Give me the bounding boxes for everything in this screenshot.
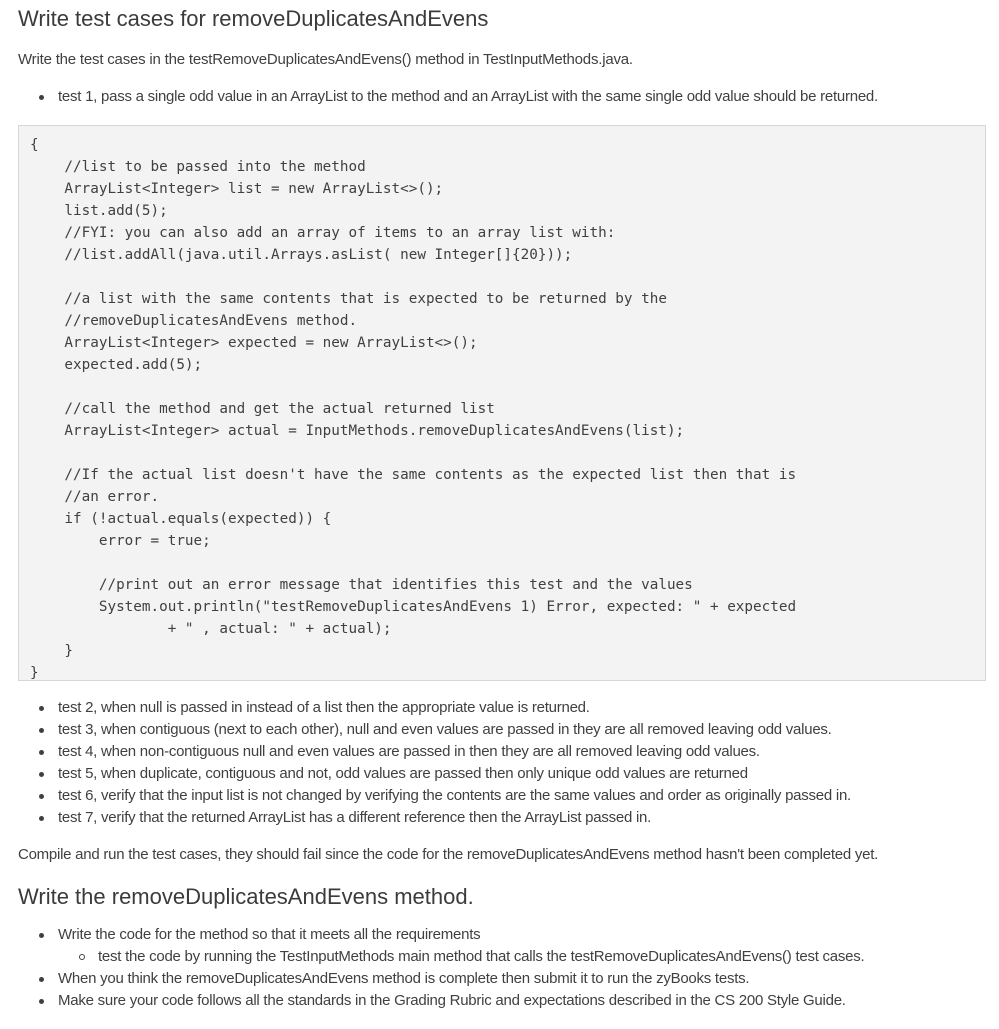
code-block [18, 125, 986, 681]
bullet-test-2: test 2, when null is passed in instead of a list then the appropriate value is returned. [18, 697, 988, 719]
bullet-test-7: test 7, verify that the returned ArrayList has a different reference then the ArrayList passed in. [18, 807, 988, 829]
bullet-test-3: test 3, when contiguous (next to each other), null and even values are passed in they are all removed leaving odd values. [18, 719, 988, 741]
test-cases-list [18, 697, 988, 829]
sub-bullet-test-code: test the code by running the TestInputMethods main method that calls the testRemoveDuplicatesAndEvens() test cases. [58, 946, 988, 968]
bullet-submit: When you think the removeDuplicatesAndEvens method is complete then submit it to run the zyBooks tests. [18, 968, 988, 990]
bullet-test-4: test 4, when non-contiguous null and even values are passed in then they are all removed leaving odd values. [18, 741, 988, 763]
page-content [18, 0, 988, 1012]
method-steps-list [18, 924, 988, 1012]
sub-list [58, 946, 988, 968]
bullet-test-5: test 5, when duplicate, contiguous and not, odd values are passed then only unique odd values are returned [18, 763, 988, 785]
section-title-test-cases: Write test cases for removeDuplicatesAndEvens [18, 6, 489, 31]
bullet-write-code [18, 924, 988, 968]
bullet-test-1: test 1, pass a single odd value in an ArrayList to the method and an ArrayList with the same single odd value should be returned. [18, 86, 988, 108]
bullet-style-guide: Make sure your code follows all the standards in the Grading Rubric and expectations described in the CS 200 Style Guide. [18, 990, 988, 1012]
bullet-write-code-text: Write the code for the method so that it meets all the requirements [58, 926, 481, 943]
test1-list [18, 86, 988, 108]
intro-paragraph: Write the test cases in the testRemoveDuplicatesAndEvens() method in TestInputMethods.java. [18, 51, 633, 68]
compile-paragraph: Compile and run the test cases, they should fail since the code for the removeDuplicatesAndEvens method hasn't been completed yet. [18, 846, 879, 863]
code-text: { //list to be passed into the method ArrayList<Integer> list = new ArrayList<>(); list.add(5); //FYI: you can also add an array of items to an array list with: //list.addAll(java.util.Arrays.asList( new Integer[]{20})); //a list with the same contents that is expected to be returned by the //removeDuplicatesAndEvens method. ArrayList<Integer> expected = new ArrayList<>(); expected.add(5); //call the method and get the actual returned list ArrayList<Integer> actual = InputMethods.removeDuplicatesAndEvens(list); //If the actual list doesn't have the same contents as the expected list then that is //an error. if (!actual.equals(expected)) { error = true; //print out an error message that identifies this test and the values System.out.println("testRemoveDuplicatesAndEvens 1) Error, expected: " + expected + " , actual: " + actual); } } [30, 137, 797, 681]
bullet-test-6: test 6, verify that the input list is not changed by verifying the contents are the same values and order as originally passed in. [18, 785, 988, 807]
section-title-write-method: Write the removeDuplicatesAndEvens method. [18, 884, 474, 909]
